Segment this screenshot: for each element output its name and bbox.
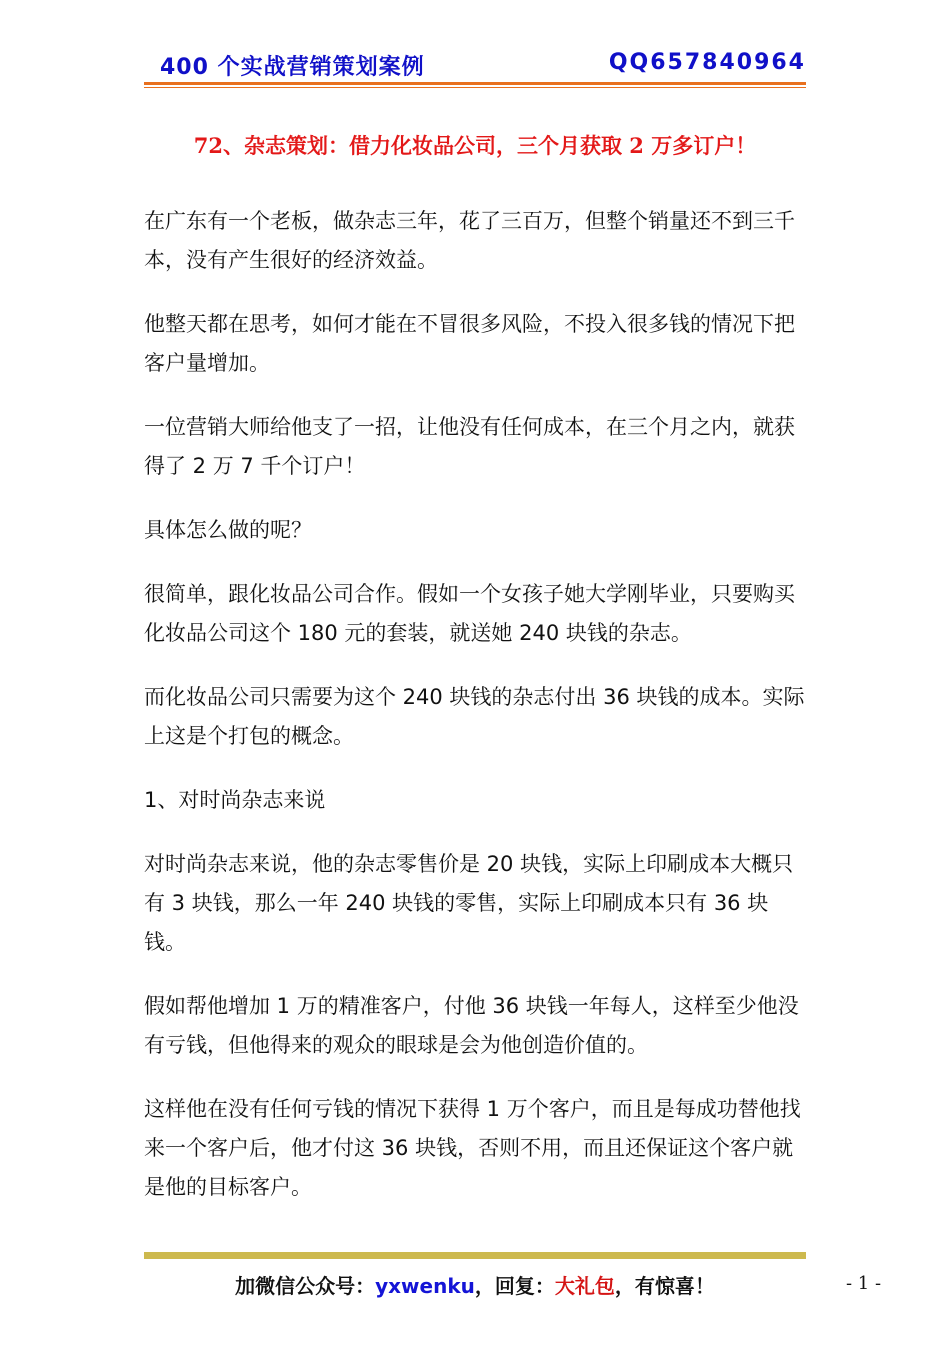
header-series-title: 400 个实战营销策划案例 (160, 55, 425, 80)
header-divider (144, 82, 806, 85)
paragraph: 他整天都在思考，如何才能在不冒很多风险，不投入很多钱的情况下把客户量增加。 (144, 312, 795, 375)
section-heading: 1、对时尚杂志来说 (144, 788, 326, 812)
footer-keyword: 大礼包 (554, 1274, 615, 1298)
page-footer (144, 1270, 806, 1299)
header-qq-number: QQ657840964 (608, 50, 806, 75)
article-body (144, 202, 806, 1232)
paragraph: 具体怎么做的呢？ (144, 518, 312, 542)
paragraph: 这样他在没有任何亏钱的情况下获得 1 万个客户，而且是每成功替他找来一个客户后，他才付这 36 块钱，否则不用，而且还保证这个客户就是他的目标客户。 (144, 1097, 801, 1199)
footer-suffix: ，有惊喜！ (614, 1274, 715, 1298)
page-number: - 1 - (846, 1273, 882, 1294)
paragraph: 对时尚杂志来说，他的杂志零售价是 20 块钱，实际上印刷成本大概只有 3 块钱，那么一年 240 块钱的零售，实际上印刷成本只有 36 块钱。 (144, 852, 794, 954)
article-title: 72、杂志策划：借力化妆品公司，三个月获取 2 万多订户！ (193, 133, 757, 158)
paragraph: 在广东有一个老板，做杂志三年，花了三百万，但整个销量还不到三千本，没有产生很好的经济效益。 (144, 209, 795, 272)
paragraph: 而化妆品公司只需要为这个 240 块钱的杂志付出 36 块钱的成本。实际上这是个打包的概念。 (144, 685, 805, 748)
header-divider-thin (144, 87, 806, 88)
footer-middle: ，回复： (474, 1274, 555, 1298)
paragraph: 一位营销大师给他支了一招，让他没有任何成本，在三个月之内，就获得了 2 万 7 千个订户！ (144, 415, 795, 478)
paragraph: 假如帮他增加 1 万的精准客户，付他 36 块钱一年每人，这样至少他没有亏钱，但他得来的观众的眼球是会为他创造价值的。 (144, 994, 799, 1057)
footer-divider (144, 1252, 806, 1259)
footer-prefix: 加微信公众号： (235, 1274, 376, 1298)
paragraph: 很简单，跟化妆品公司合作。假如一个女孩子她大学刚毕业，只要购买化妆品公司这个 180 元的套装，就送她 240 块钱的杂志。 (144, 582, 795, 645)
footer-account: yxwenku (375, 1274, 475, 1298)
page-header (144, 50, 806, 82)
